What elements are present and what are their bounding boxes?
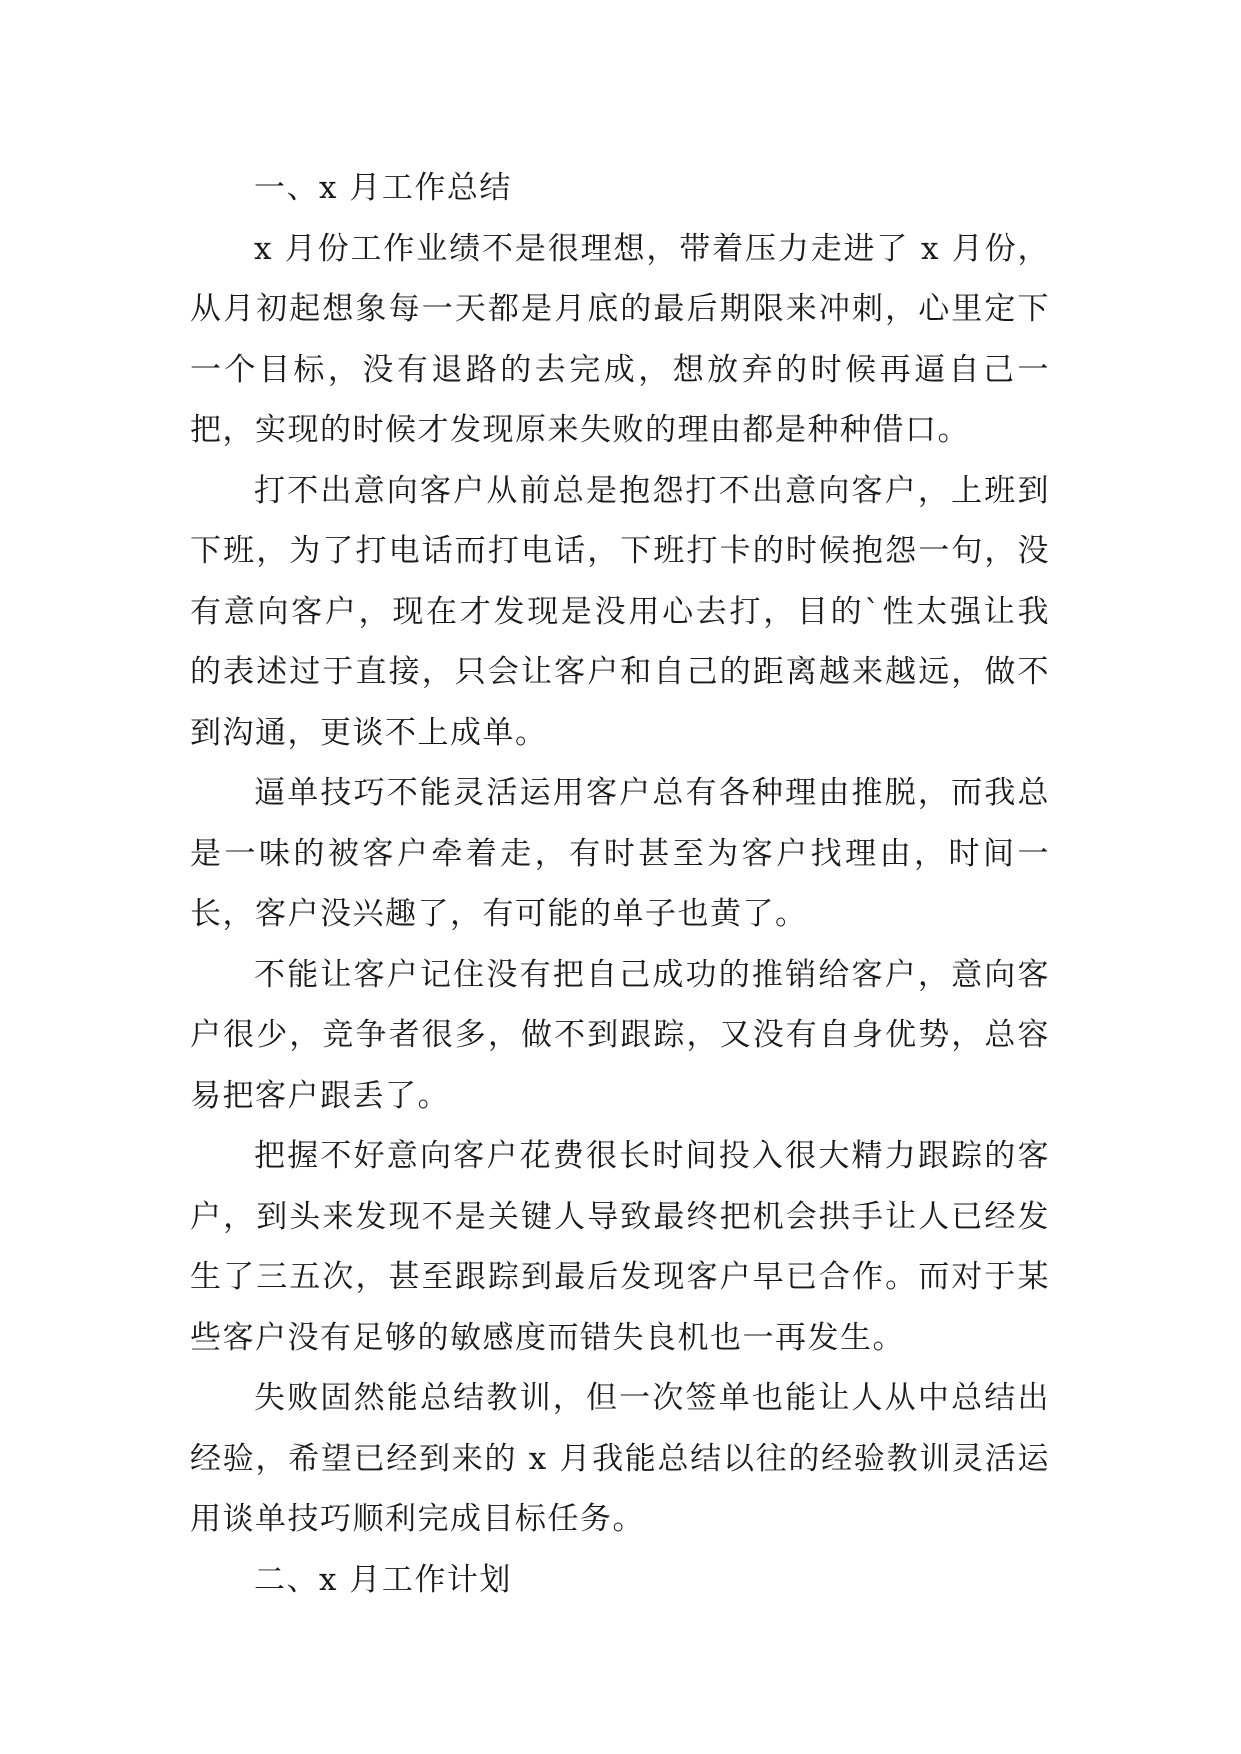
paragraph-leads: 打不出意向客户从前总是抱怨打不出意向客户，上班到下班，为了打电话而打电话，下班打卡的时候抱怨一句，没有意向客户，现在才发现是没用心去打，目的`性太强让我的表述过于直接，只会让客户和自己的距离越来越远，做不到沟通，更谈不上成单。 [190, 472, 1050, 751]
document-body [190, 158, 1050, 1610]
section-heading-summary: 一、x 月工作总结 [254, 170, 512, 206]
paragraph-performance: x 月份工作业绩不是很理想，带着压力走进了 x 月份，从月初起想象每一天都是月底的最后期限来冲刺，心里定下一个目标，没有退路的去完成，想放弃的时候再逼自己一把，实现的时候才发现原来失败的理由都是种种借口。 [190, 230, 1050, 448]
paragraph-closing-skills: 逼单技巧不能灵活运用客户总有各种理由推脱，而我总是一味的被客户牵着走，有时甚至为客户找理由，时间一长，客户没兴趣了，有可能的单子也黄了。 [190, 775, 1050, 932]
section-heading-plan: 二、x 月工作计划 [254, 1561, 512, 1598]
paragraph-lessons: 失败固然能总结教训，但一次签单也能让人从中总结出经验，希望已经到来的 x 月我能总结以往的经验教训灵活运用谈单技巧顺利完成目标任务。 [190, 1380, 1050, 1537]
paragraph-self-promotion: 不能让客户记住没有把自己成功的推销给客户，意向客户很少，竞争者很多，做不到跟踪，又没有自身优势，总容易把客户跟丢了。 [190, 956, 1050, 1114]
paragraph-lead-handling: 把握不好意向客户花费很长时间投入很大精力跟踪的客户，到头来发现不是关键人导致最终把机会拱手让人已经发生了三五次，甚至跟踪到最后发现客户早已合作。而对于某些客户没有足够的敏感度而错失良机也一再发生。 [190, 1138, 1050, 1356]
